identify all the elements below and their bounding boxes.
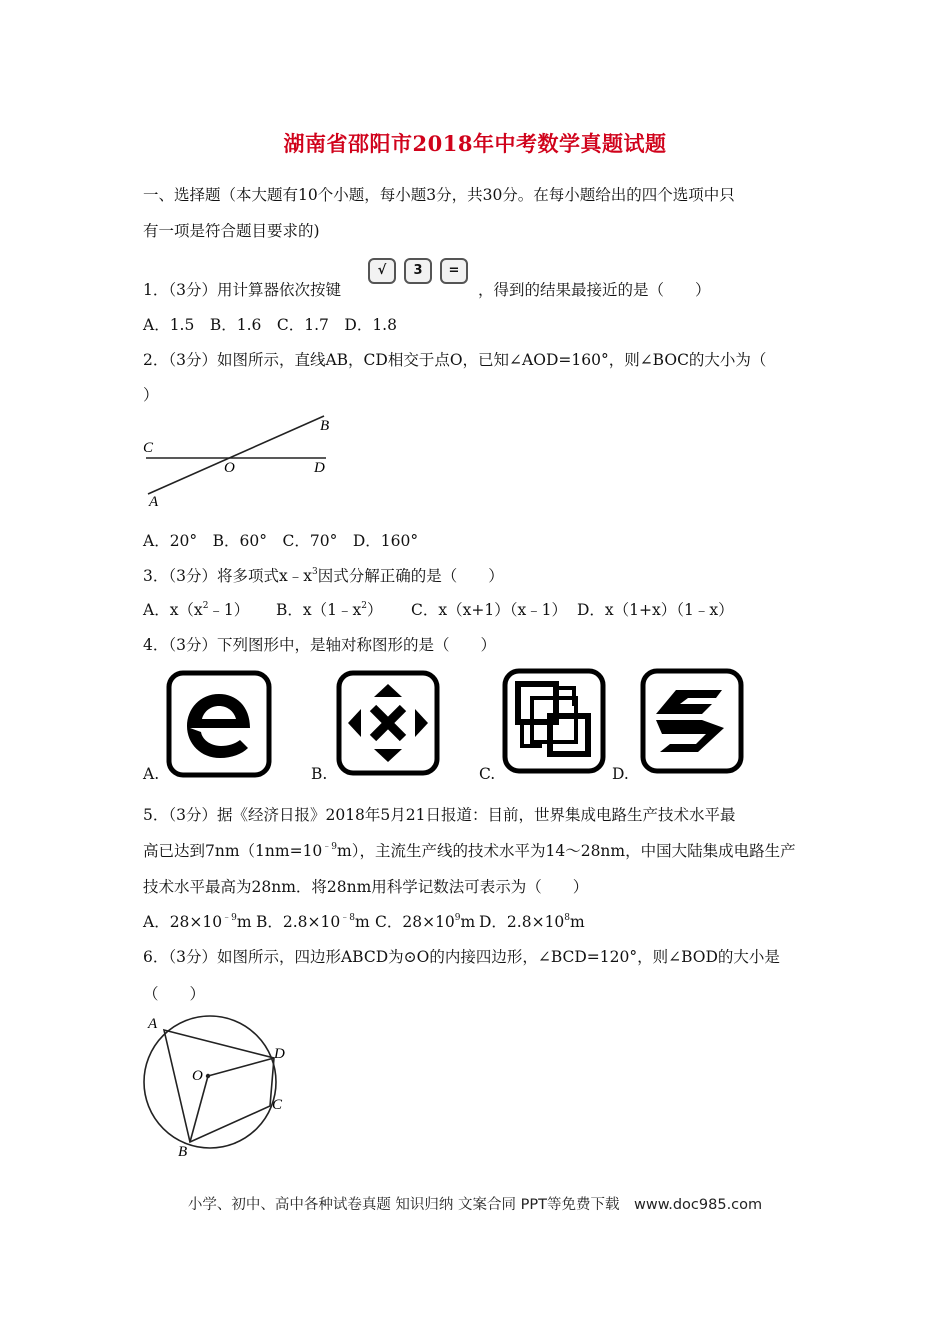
q6-inscribed-quadrilateral-figure [138,1010,298,1160]
q3-option-b-text: B．x（1﹣x [276,601,362,619]
label-d: D [314,460,325,476]
q1-stem-suffix: ，得到的结果最接近的是（ ） [478,281,711,299]
q5-option-d-text: D．2.8×10 [479,913,565,931]
q3-option-b [276,598,383,620]
q3-option-b-tail: ） [366,601,383,619]
q4-label-a: A. [143,765,160,783]
q5-option-b-text: B．2.8×10 [256,913,341,931]
q2-stem-line2: ） [143,386,159,404]
q2-intersecting-lines-figure [138,410,338,510]
q3-option-b-exponent: 2 [361,601,367,611]
q4-option-c-knot-icon [502,668,606,774]
q5-line2-exponent: ﹣9 [322,842,338,852]
q5-option-a [143,910,252,932]
circle-o [144,1016,276,1148]
label-o: O [224,460,235,476]
q6-stem-line1: 6．（3分）如图所示，四边形ABCD为⊙O的内接四边形，∠BCD=120°，则∠BOD的大小是 [143,948,780,966]
quadrilateral-abcd [164,1030,274,1142]
label-c: C [272,1097,283,1113]
label-a: A [148,1016,158,1032]
q1-stem-prefix: 1．（3分）用计算器依次按键 [143,281,341,299]
q4-label-b: B. [311,765,328,783]
q3-option-c: C．x（x+1）（x﹣1） [411,601,568,619]
q2-stem-line1: 2．（3分）如图所示，直线AB，CD相交于点O，已知∠AOD=160°，则∠BOC的大小为（ [143,351,767,369]
label-c: C [143,440,154,456]
q3-option-a-text: A．x（x [143,601,203,619]
q4-option-d-swoosh-icon [640,668,744,774]
q4-option-b-cross-arrows-icon [336,670,440,776]
q5-line2-a: 高已达到7nm（1nm=10 [143,842,323,860]
q5-option-a-unit: m [236,913,252,931]
q5-option-d [479,910,585,932]
q3-stem-b: 因式分解正确的是（ ） [317,567,504,585]
center-point [206,1074,210,1078]
q5-option-b-exponent: ﹣8 [340,913,355,923]
q3-stem [143,564,504,586]
q5-option-d-unit: m [570,913,585,931]
line-ab [148,416,324,494]
q5-option-d-exponent: 8 [564,913,571,923]
q3-stem-exponent: 3 [311,567,318,577]
q5-option-a-text: A．28×10 [143,913,223,931]
q3-stem-a: 3．（3分）将多项式x﹣x [143,567,312,585]
label-o: O [192,1068,203,1084]
q4-label-d: D. [612,765,629,783]
equals-key-icon: = [440,258,468,284]
q5-option-c-unit: m [460,913,476,931]
q1-options: A．1.5 B．1.6 C．1.7 D．1.8 [143,316,397,334]
q5-stem-line2 [143,839,796,861]
q5-option-c-exponent: 9 [454,913,461,923]
three-key-icon: 3 [404,258,432,284]
q5-stem-line1: 5．（3分）据《经济日报》2018年5月21日报道：目前，世界集成电路生产技术水平最 [143,806,736,824]
q5-stem-line3: 技术水平最高为28nm．将28nm用科学记数法可表示为（ ） [143,878,589,896]
segment-ob [190,1076,208,1142]
q4-label-c: C. [479,765,496,783]
q3-option-a-tail: ﹣1） [208,601,250,619]
q6-stem-line2: （ ） [143,985,206,1003]
label-a: A [149,494,159,510]
page-footer: 小学、初中、高中各种试卷真题 知识归纳 文案合同 PPT等免费下载 www.doc985.com [187,1197,763,1213]
q5-option-c-text: C．28×10 [375,913,455,931]
q2-options: A．20° B．60° C．70° D．160° [143,532,419,550]
q3-option-a [143,598,249,620]
q5-option-b-unit: m [355,913,370,931]
q4-option-a-e-logo-icon [166,670,272,778]
q5-option-b [256,910,370,932]
segment-od [208,1058,274,1076]
label-b: B [178,1144,188,1160]
q5-line2-b: m），主流生产线的技术水平为14～28nm，中国大陆集成电路生产 [337,842,796,860]
section-instructions-line2: 有一项是符合题目要求的) [143,222,320,240]
sqrt-key-icon: √ [368,258,396,284]
label-b: B [320,418,330,434]
page-title: 湖南省邵阳市2018年中考数学真题试题 [283,131,667,156]
label-d: D [274,1046,285,1062]
q3-option-a-exponent: 2 [202,601,209,611]
q4-stem: 4．（3分）下列图形中，是轴对称图形的是（ ） [143,636,496,654]
q5-option-c [375,910,475,932]
calculator-keys [366,256,470,288]
q5-option-a-exponent: ﹣9 [222,913,237,923]
q3-option-d: D．x（1+x）（1﹣x） [577,601,734,619]
section-instructions-line1: 一、选择题（本大题有10个小题，每小题3分，共30分。在每小题给出的四个选项中只 [143,186,735,204]
